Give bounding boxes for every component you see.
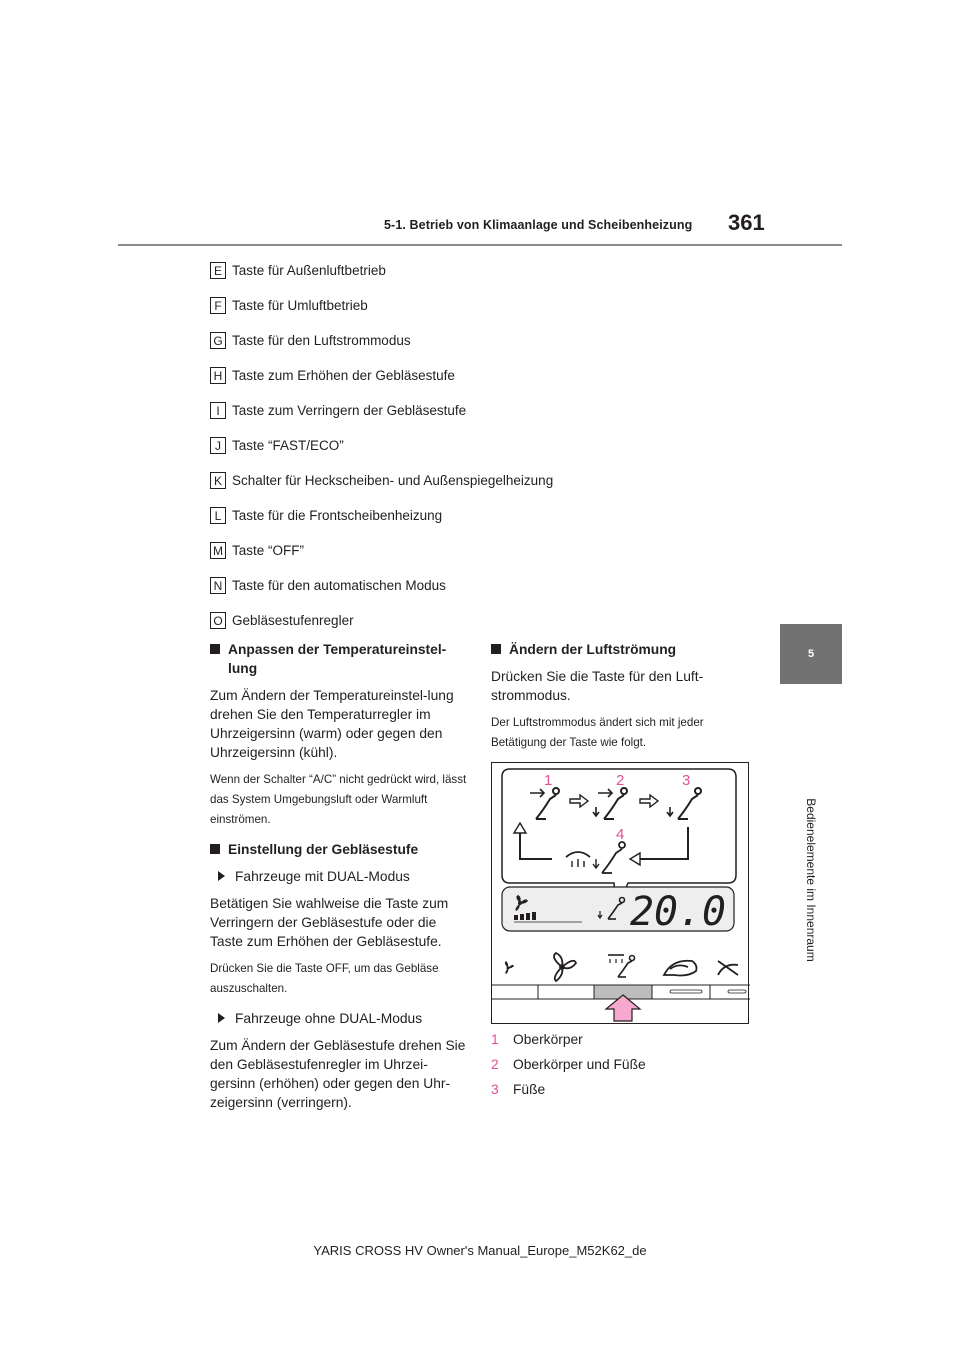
button-indicator — [728, 990, 746, 993]
mode-button-icon — [608, 955, 635, 977]
fan-level-bar — [514, 915, 518, 920]
chapter-side-title: Bedienelemente im Innenraum — [804, 798, 818, 962]
fan-high-icon — [554, 953, 576, 981]
fan-level-bar — [526, 913, 530, 920]
square-bullet-icon — [210, 644, 220, 654]
legend-text: Taste “OFF” — [232, 543, 305, 558]
legend-key: O — [210, 612, 226, 629]
temperature-readout: 20.0 — [630, 889, 726, 935]
no-dual-mode-heading — [210, 1009, 468, 1028]
fan-level-bar — [532, 912, 536, 920]
airflow-body: Drücken Sie die Taste für den Luft-strommodus. — [491, 669, 704, 703]
list-item — [491, 1027, 646, 1052]
legend-item — [210, 332, 650, 367]
legend-item — [210, 472, 650, 507]
mode-label-3: 3 — [682, 772, 691, 789]
airflow-mode-figure — [491, 762, 749, 1024]
mode-label-1: 1 — [544, 772, 553, 789]
airflow-heading-text: Ändern der Luftströmung — [509, 642, 677, 657]
temperature-body: Zum Ändern der Temperatureinstel-lung drehen Sie den Temperaturregler im Uhrzeigersinn (warm) oder gegen den Uhrzeigersinn (kühl). — [210, 688, 454, 760]
legend-item — [210, 262, 650, 297]
dual-mode-heading — [210, 867, 468, 886]
legend-key: M — [210, 542, 226, 559]
list-text: Oberkörper und Füße — [513, 1057, 646, 1072]
no-dual-mode-body: Zum Ändern der Gebläsestufe drehen Sie den Gebläsestufenregler im Uhrzei-gersinn (erhöhen) oder gegen den Uhr-zeigersinn (verringern). — [210, 1038, 466, 1110]
legend-text: Taste für die Frontscheibenheizung — [232, 508, 443, 523]
legend-item — [210, 577, 650, 612]
legend-item — [210, 367, 650, 402]
legend-text: Taste zum Verringern der Gebläsestufe — [232, 403, 467, 418]
legend-key: I — [210, 402, 226, 419]
legend-text: Taste für den automatischen Modus — [232, 578, 446, 593]
legend-text: Taste zum Erhöhen der Gebläsestufe — [232, 368, 455, 383]
legend-item — [210, 297, 650, 332]
mode-label-4: 4 — [616, 826, 625, 843]
square-bullet-icon — [491, 644, 501, 654]
outside-air-icon — [664, 961, 697, 976]
left-column — [210, 640, 468, 1120]
legend-text: Gebläsestufenregler — [232, 613, 354, 628]
fan-low-icon — [505, 961, 514, 974]
fan-heading — [210, 840, 468, 859]
page-number: 361 — [728, 210, 765, 235]
legend-key: G — [210, 332, 226, 349]
button-indicator — [670, 990, 702, 993]
list-number: 1 — [491, 1032, 499, 1047]
legend-text: Taste für Umluftbetrieb — [232, 298, 368, 313]
legend-key: F — [210, 297, 226, 314]
chapter-number: 5 — [807, 648, 815, 660]
chapter-tab — [780, 624, 842, 684]
legend-item — [210, 542, 650, 577]
legend-text: Taste für den Luftstrommodus — [232, 333, 411, 348]
temperature-note: Wenn der Schalter “A/C” nicht gedrückt wird, lässt das System Umgebungsluft oder Warmluft einströmen. — [210, 773, 467, 826]
header-divider — [118, 244, 842, 246]
list-number: 2 — [491, 1057, 499, 1072]
legend-key: E — [210, 262, 226, 279]
legend-key: L — [210, 507, 226, 524]
airflow-mode-diagram — [492, 763, 750, 1025]
legend-text: Taste “FAST/ECO” — [232, 438, 344, 453]
legend-text: Schalter für Heckscheiben- und Außenspiegelheizung — [232, 473, 554, 488]
legend-item — [210, 402, 650, 437]
legend-key: J — [210, 437, 226, 454]
dual-mode-heading-text: Fahrzeuge mit DUAL-Modus — [235, 869, 410, 884]
list-number: 3 — [491, 1082, 499, 1097]
no-dual-mode-heading-text: Fahrzeuge ohne DUAL-Modus — [235, 1011, 423, 1026]
legend-key: K — [210, 472, 226, 489]
airflow-note: Der Luftstrommodus ändert sich mit jeder Betätigung der Taste wie folgt. — [491, 716, 704, 749]
temperature-heading — [210, 640, 468, 678]
list-item — [491, 1077, 646, 1102]
mode-label-2: 2 — [616, 772, 625, 789]
section-title: 5-1. Betrieb von Klimaanlage und Scheibenheizung — [384, 218, 693, 232]
legend-text: Taste für Außenluftbetrieb — [232, 263, 386, 278]
fan-heading-text: Einstellung der Gebläsestufe — [228, 842, 419, 857]
airflow-heading — [491, 640, 761, 659]
legend-key: N — [210, 577, 226, 594]
legend-key: H — [210, 367, 226, 384]
square-bullet-icon — [210, 844, 220, 854]
list-text: Füße — [513, 1082, 546, 1097]
legend-list — [210, 262, 650, 647]
list-item — [491, 1052, 646, 1077]
dual-mode-body: Betätigen Sie wahlweise die Taste zum Verringern der Gebläsestufe oder die Taste zum Erhöhen der Gebläsestufe. — [210, 896, 449, 949]
dual-mode-note: Drücken Sie die Taste OFF, um das Gebläse auszuschalten. — [210, 962, 439, 995]
right-column — [491, 640, 761, 763]
triangle-bullet-icon — [218, 871, 225, 881]
page-footer: YARIS CROSS HV Owner's Manual_Europe_M52K62_de — [313, 1243, 647, 1258]
triangle-bullet-icon — [218, 1013, 225, 1023]
legend-item — [210, 437, 650, 472]
fan-level-bar — [520, 914, 524, 920]
recirculation-icon — [718, 961, 738, 975]
list-text: Oberkörper — [513, 1032, 583, 1047]
legend-item — [210, 507, 650, 542]
temperature-heading-text: Anpassen der Temperatureinstel-lung — [228, 642, 447, 676]
airflow-mode-list — [491, 1027, 646, 1102]
